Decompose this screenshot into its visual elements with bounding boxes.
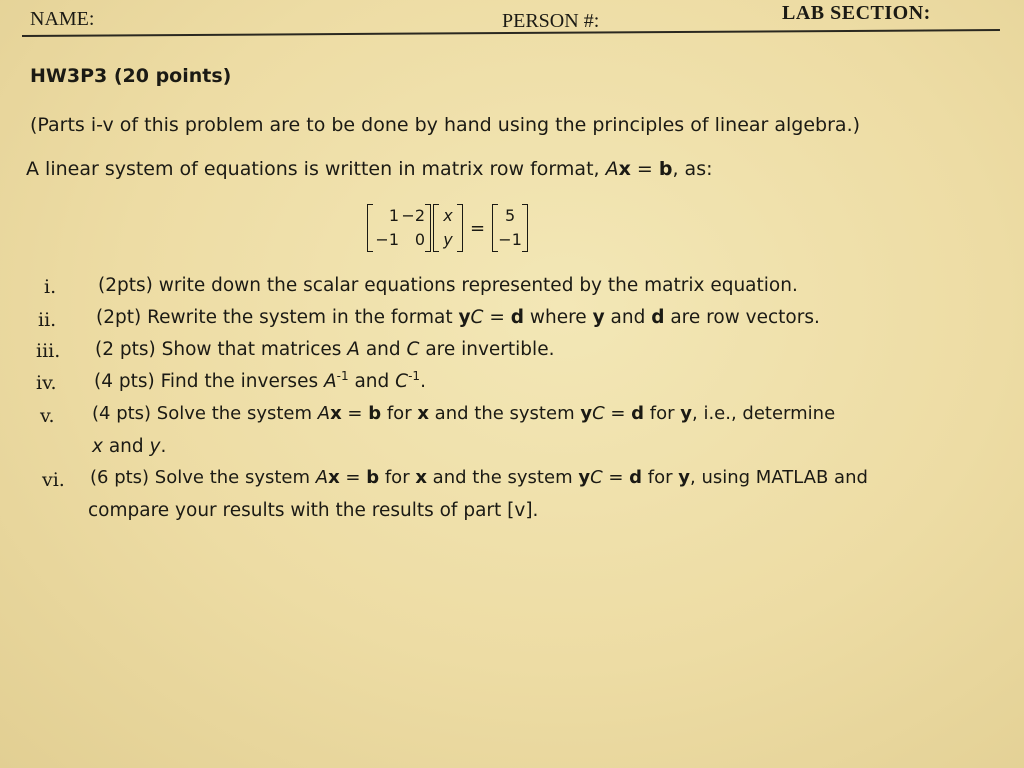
matrix-a (367, 204, 431, 252)
part-v-text: (4 pts) Solve the system Ax = b for x and the system yC = d for y, i.e., determine (92, 403, 836, 424)
part-v-text-line2: x and y. (92, 436, 167, 457)
person-number-label: PERSON #: (502, 10, 600, 32)
part-i-text: (2pts) write down the scalar equations represented by the matrix equation. (98, 275, 798, 296)
vector-b-cell: 5 (505, 206, 516, 225)
matrix-a-cell: 1 (388, 206, 399, 225)
part-iii-text: (2 pts) Show that matrices A and C are invertible. (95, 339, 555, 360)
part-vi-text-line2: compare your results with the results of part [v]. (88, 500, 539, 521)
part-ii-text: (2pt) Rewrite the system in the format yC = d where y and d are row vectors. (96, 307, 820, 328)
part-number: vi. (42, 469, 65, 491)
part-iv-text: (4 pts) Find the inverses $A^{-1}$ and $C^{-1}$. (94, 368, 426, 392)
matrix-equation (366, 198, 529, 258)
part-vi-text: (6 pts) Solve the system Ax = b for x and the system yC = d for y, using MATLAB and (90, 467, 868, 488)
matrix-a-cell: −2 (401, 206, 425, 225)
vector-b-cell: −1 (498, 230, 522, 249)
problem-title: HW3P3 (20 points) (30, 65, 232, 87)
instructions-note: (Parts i-v of this problem are to be done by hand using the principles of linear algebra.) (30, 114, 861, 136)
part-number: iv. (36, 372, 57, 394)
vector-x-cell: x (443, 206, 453, 225)
lab-section-label: LAB SECTION: (782, 2, 931, 24)
system-description: A linear system of equations is written in matrix row format, Ax = b, as: (26, 158, 713, 180)
matrix-a-cell: −1 (375, 230, 399, 249)
matrix-a-cell: 0 (414, 230, 425, 249)
part-number: v. (40, 405, 55, 427)
name-label: NAME: (30, 8, 95, 30)
part-number: ii. (38, 309, 57, 331)
vector-x-cell: y (443, 230, 453, 249)
part-number: i. (44, 276, 57, 298)
vector-x (433, 204, 463, 252)
equals-sign: = (470, 217, 486, 239)
vector-b (492, 204, 528, 252)
part-number: iii. (36, 340, 61, 362)
